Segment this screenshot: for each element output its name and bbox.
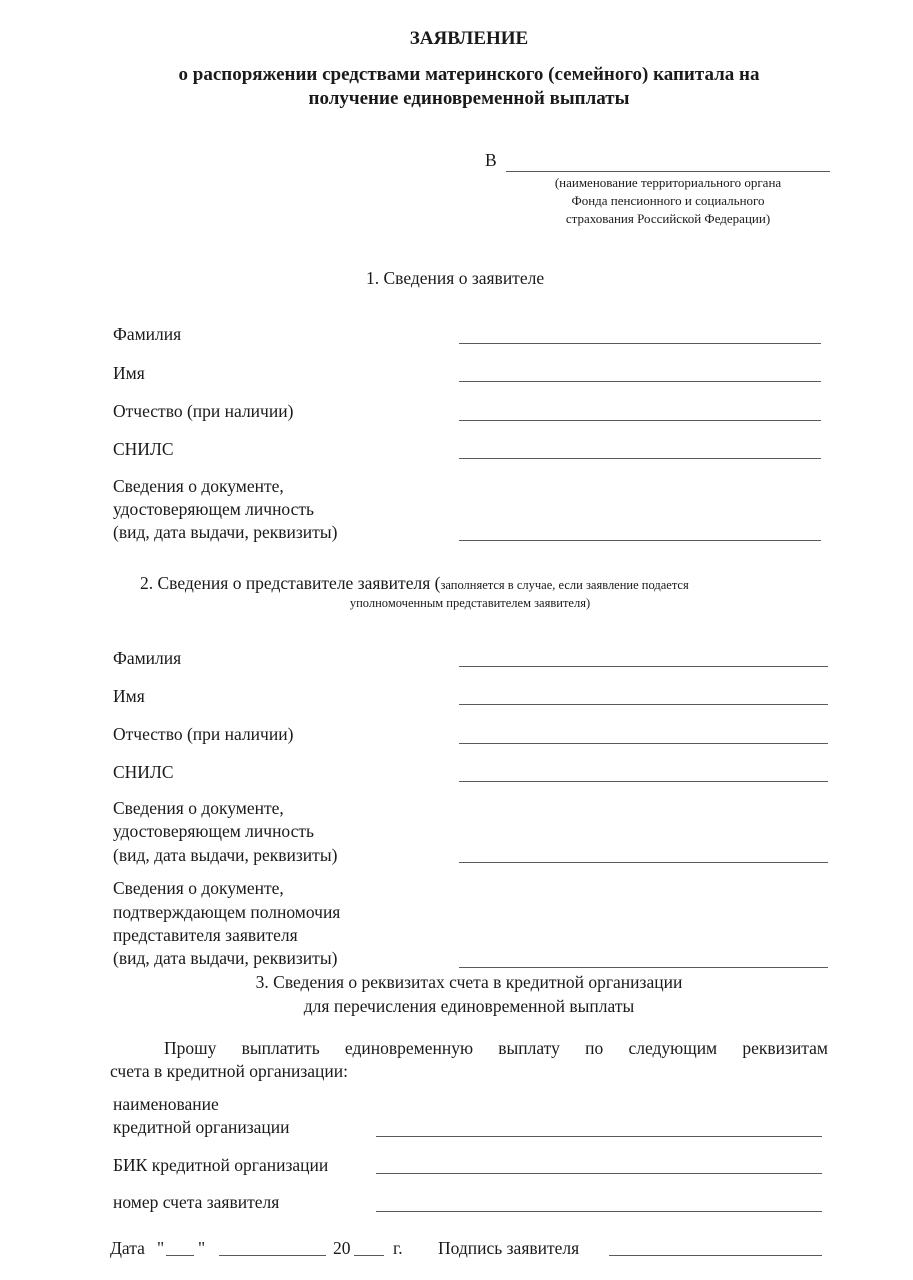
section1-heading: 1. Сведения о заявителе (366, 268, 545, 288)
representative-patronymic-field[interactable] (459, 743, 828, 744)
date-quote-open: " (157, 1238, 165, 1258)
applicant-id-doc-label-line3: (вид, дата выдачи, реквизиты) (113, 522, 338, 542)
representative-patronymic-label: Отчество (при наличии) (113, 724, 294, 744)
representative-name-label: Имя (113, 686, 145, 706)
recipient-input-line[interactable] (506, 171, 830, 172)
signature-label: Подпись заявителя (438, 1238, 580, 1258)
applicant-snils-field[interactable] (459, 458, 821, 459)
document-title: ЗАЯВЛЕНИЕ (409, 28, 529, 49)
bank-bik-label: БИК кредитной организации (113, 1155, 329, 1175)
recipient-hint-line3: страхования Российской Федерации) (565, 211, 771, 226)
section3-heading-line1: 3. Сведения о реквизитах счета в кредитной организации (255, 972, 683, 992)
representative-authority-doc-label-line4: (вид, дата выдачи, реквизиты) (113, 948, 338, 968)
representative-authority-doc-label-line1: Сведения о документе, (113, 878, 284, 898)
recipient-hint-line1: (наименование территориального органа (554, 175, 782, 190)
date-day-field[interactable] (166, 1255, 194, 1256)
section3-heading-line2: для перечисления единовременной выплаты (303, 996, 635, 1016)
representative-surname-field[interactable] (459, 666, 828, 667)
applicant-snils-label: СНИЛС (113, 439, 174, 459)
section2-note-line1: заполняется в случае, если заявление подается (440, 578, 689, 592)
applicant-patronymic-label: Отчество (при наличии) (113, 401, 294, 421)
request-text-line2: счета в кредитной организации: (110, 1061, 349, 1081)
account-number-field[interactable] (376, 1211, 822, 1212)
applicant-name-label: Имя (113, 363, 145, 383)
date-month-field[interactable] (219, 1255, 326, 1256)
bank-name-label-line2: кредитной организации (113, 1117, 290, 1137)
applicant-surname-label: Фамилия (113, 324, 182, 344)
representative-id-doc-label-line1: Сведения о документе, (113, 798, 284, 818)
document-subtitle-line1: о распоряжении средствами материнского (семейного) капитала на (178, 64, 760, 85)
bank-name-field[interactable] (376, 1136, 822, 1137)
representative-authority-doc-field[interactable] (459, 967, 828, 968)
applicant-name-field[interactable] (459, 381, 821, 382)
date-quote-close: " (198, 1238, 206, 1258)
representative-name-field[interactable] (459, 704, 828, 705)
applicant-patronymic-field[interactable] (459, 420, 821, 421)
applicant-surname-field[interactable] (459, 343, 821, 344)
recipient-hint-line2: Фонда пенсионного и социального (571, 193, 765, 208)
request-text-line1: Прошу выплатить единовременную выплату по следующим реквизитам (164, 1038, 828, 1058)
date-label: Дата (110, 1238, 145, 1258)
bank-bik-field[interactable] (376, 1173, 822, 1174)
applicant-id-doc-field[interactable] (459, 540, 821, 541)
representative-surname-label: Фамилия (113, 648, 182, 668)
signature-field[interactable] (609, 1255, 822, 1256)
date-year-field[interactable] (354, 1255, 384, 1256)
representative-authority-doc-label-line2: подтверждающем полномочия (113, 902, 341, 922)
representative-authority-doc-label-line3: представителя заявителя (113, 925, 298, 945)
section2-heading-row (140, 571, 689, 595)
bank-name-label-line1: наименование (113, 1094, 219, 1114)
section2-heading: 2. Сведения о представителе заявителя ( (140, 573, 441, 593)
representative-id-doc-label-line2: удостоверяющем личность (113, 821, 315, 841)
section2-note-line2: уполномоченным представителем заявителя) (349, 596, 591, 610)
representative-snils-field[interactable] (459, 781, 828, 782)
applicant-id-doc-label-line1: Сведения о документе, (113, 476, 284, 496)
applicant-id-doc-label-line2: удостоверяющем личность (113, 499, 315, 519)
representative-snils-label: СНИЛС (113, 762, 174, 782)
date-year-prefix: 20 (333, 1238, 351, 1258)
representative-id-doc-field[interactable] (459, 862, 828, 863)
account-number-label: номер счета заявителя (113, 1192, 280, 1212)
document-subtitle-line2: получение единовременной выплаты (308, 88, 630, 109)
date-year-suffix: г. (393, 1238, 403, 1258)
representative-id-doc-label-line3: (вид, дата выдачи, реквизиты) (113, 845, 338, 865)
recipient-prefix: В (485, 150, 497, 170)
